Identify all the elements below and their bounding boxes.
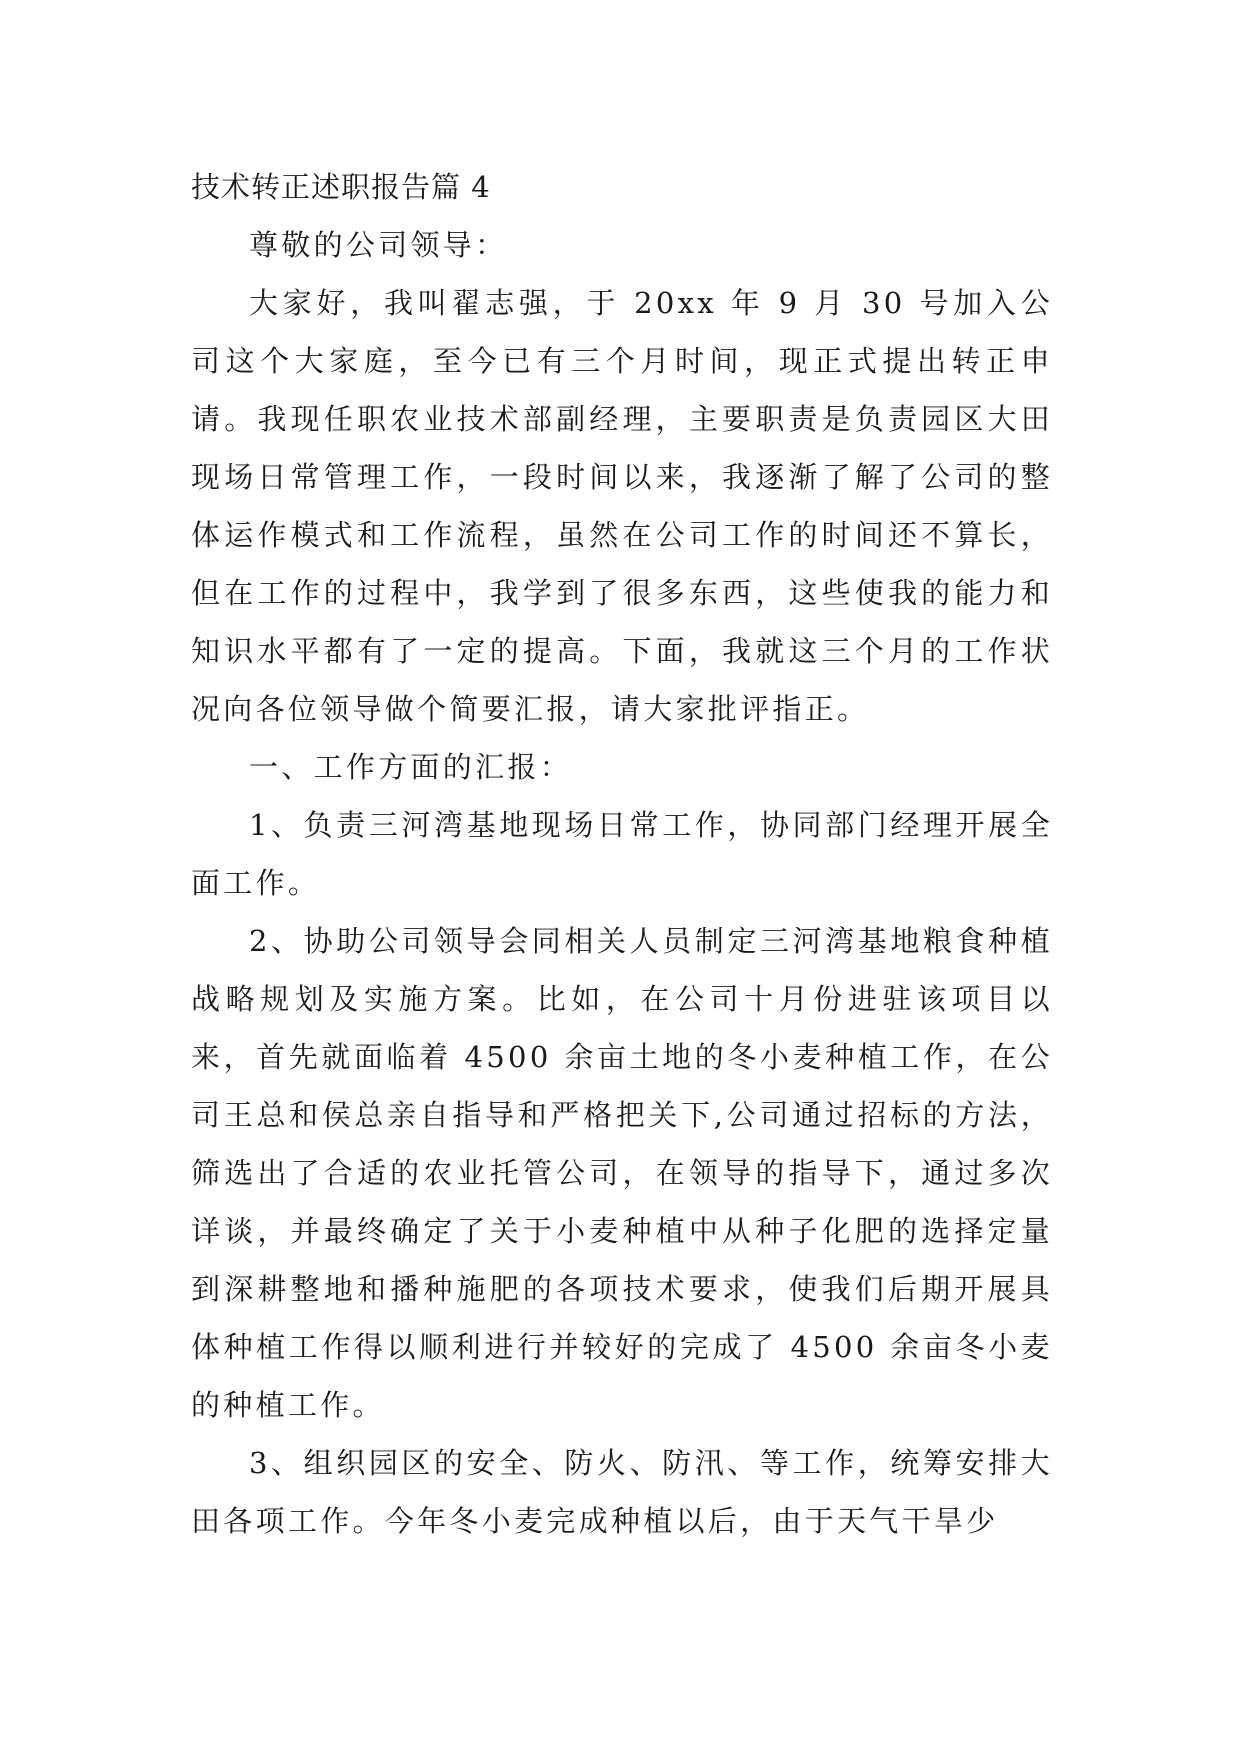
list-item-3: 3、组织园区的安全、防火、防汛、等工作，统筹安排大田各项工作。今年冬小麦完成种植以后，由于天气干旱少 bbox=[191, 1446, 1053, 1538]
list-item-1: 1、负责三河湾基地现场日常工作，协同部门经理开展全面工作。 bbox=[191, 808, 1053, 900]
document-title: 技术转正述职报告篇 4 bbox=[191, 170, 491, 204]
list-item-2: 2、协助公司领导会同相关人员制定三河湾基地粮食种植战略规划及实施方案。比如，在公司十月份进驻该项目以来，首先就面临着 4500 余亩土地的冬小麦种植工作，在公司王总和侯总亲自指导和严格把关下,公司通过招标的方法，筛选出了合适的农业托管公司，在领导的指导下，通过多次详谈，并最终确定了关于小麦种植中从种子化肥的选择定量到深耕整地和播种施肥的各项技术要求，使我们后期开展具体种植工作得以顺利进行并较好的完成了 4500 余亩冬小麦的种植工作。 bbox=[191, 924, 1053, 1422]
salutation: 尊敬的公司领导： bbox=[249, 228, 508, 262]
section-heading: 一、工作方面的汇报： bbox=[249, 750, 573, 784]
intro-paragraph: 大家好，我叫翟志强，于 20xx 年 9 月 30 号加入公司这个大家庭，至今已有三个月时间，现正式提出转正申请。我现任职农业技术部副经理，主要职责是负责园区大田现场日常管理工作，一段时间以来，我逐渐了解了公司的整体运作模式和工作流程，虽然在公司工作的时间还不算长，但在工作的过程中，我学到了很多东西，这些使我的能力和知识水平都有了一定的提高。下面，我就这三个月的工作状况向各位领导做个简要汇报，请大家批评指正。 bbox=[191, 286, 1053, 726]
document-body bbox=[191, 158, 1053, 1550]
